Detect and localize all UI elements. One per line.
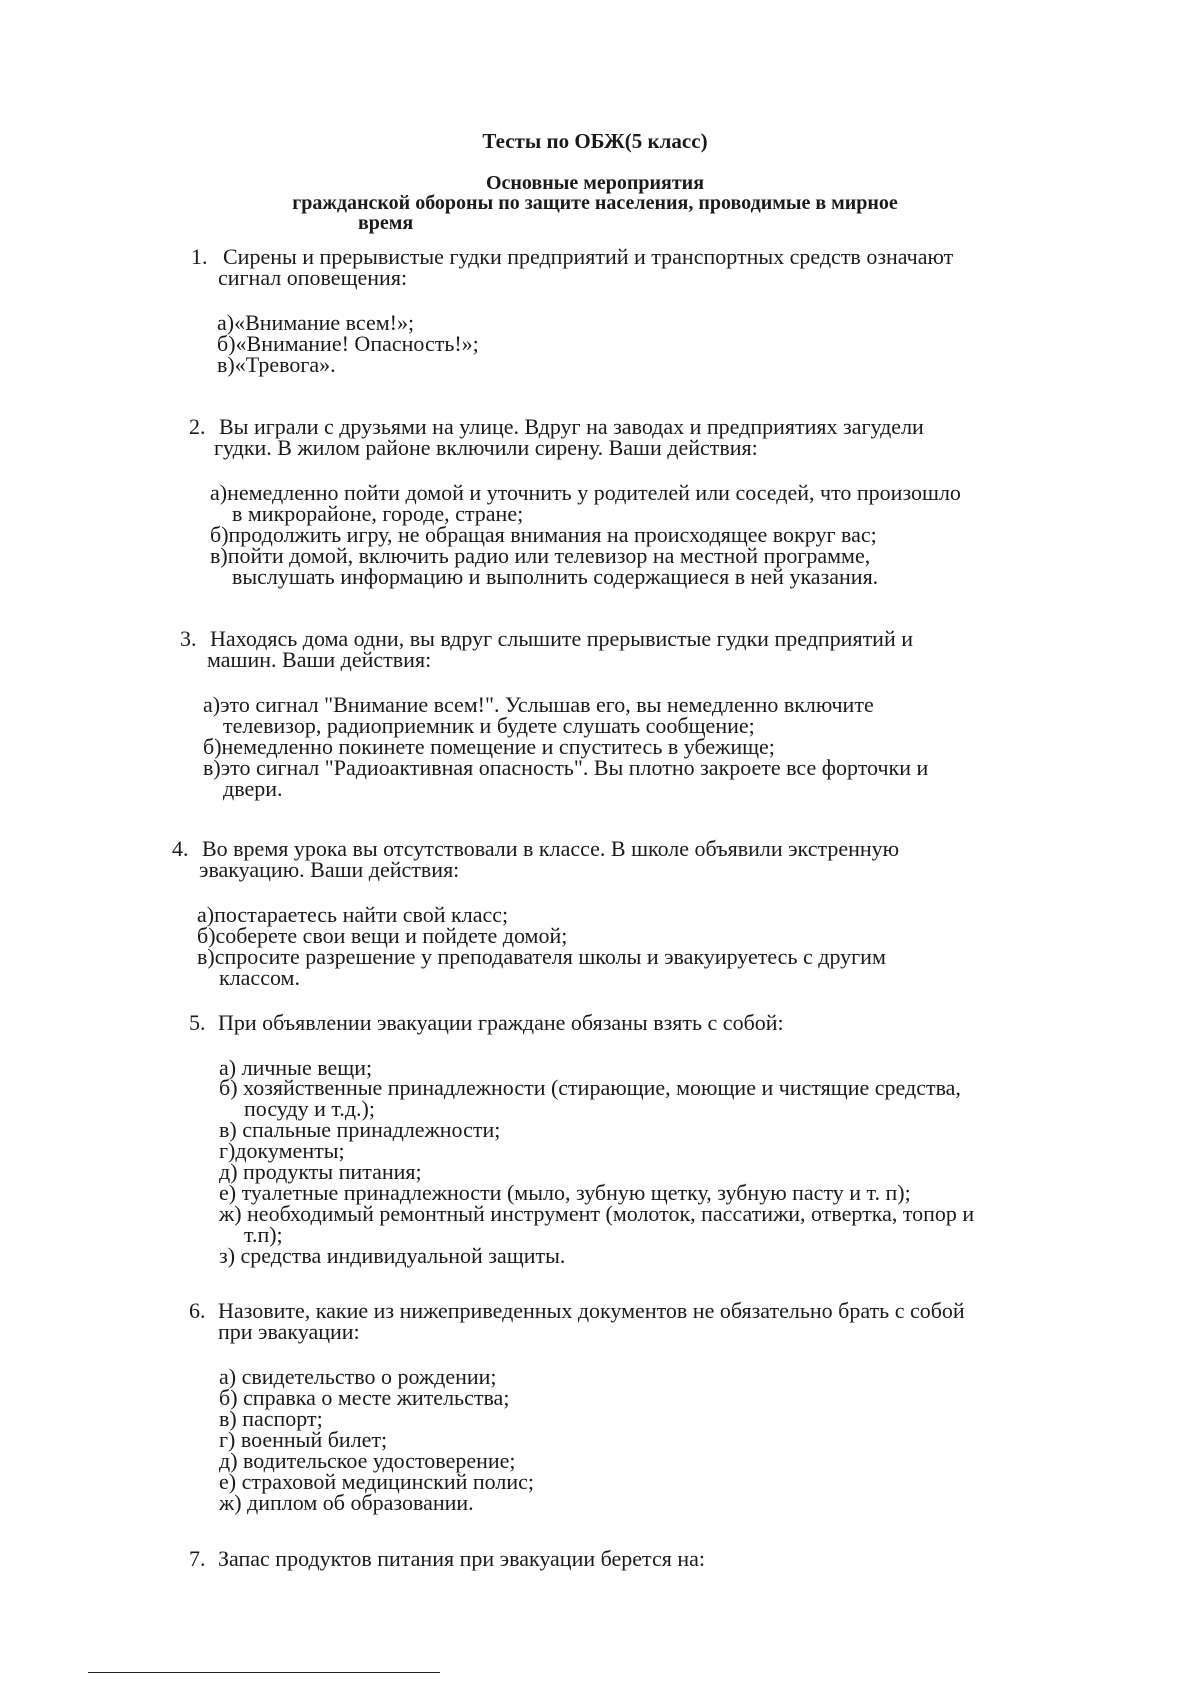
option-text: двери. <box>223 776 283 801</box>
option-2a <box>210 482 961 524</box>
option-5h <box>219 1245 565 1266</box>
option-text: посуду и т.д.); <box>244 1096 375 1121</box>
option-text: военный билет; <box>240 1427 388 1452</box>
option-3c <box>203 757 928 799</box>
option-text: т.п); <box>244 1222 283 1247</box>
section-title-line-2: гражданской обороны по защите населения, проводимые в мирное <box>292 192 898 214</box>
option-text: личные вещи; <box>241 1055 373 1080</box>
question-text-line: машин. Ваши действия: <box>207 647 432 672</box>
question-number: 6. <box>189 1298 206 1323</box>
option-text: страховой медицинский полис; <box>241 1469 534 1494</box>
question-text-line: эвакуацию. Ваши действия: <box>199 857 460 882</box>
option-text: немедленно пойти домой и уточнить у родителей или соседей, что произошло <box>227 480 961 505</box>
question-text-line: гудки. В жилом районе включили сирену. Ваши действия: <box>214 435 758 460</box>
option-label: д) <box>219 1159 238 1184</box>
question-text-line: сигнал оповещения: <box>218 265 408 290</box>
option-label: д) <box>219 1448 238 1473</box>
option-text: средства индивидуальной защиты. <box>240 1243 566 1268</box>
question-text-line: При объявлении эвакуации граждане обязаны взять с собой: <box>218 1010 784 1035</box>
option-5d <box>219 1140 345 1161</box>
option-label: в) <box>197 944 215 969</box>
option-6c <box>219 1408 323 1429</box>
option-label: а) <box>219 1364 237 1389</box>
question-number: 2. <box>189 414 206 439</box>
option-label: а) <box>217 310 235 335</box>
option-label: в) <box>203 755 221 780</box>
option-text: спросите разрешение у преподавателя школы и эвакуируетесь с другим <box>214 944 886 969</box>
option-6e <box>219 1450 516 1471</box>
option-text: «Тревога». <box>234 352 336 377</box>
option-text: водительское удостоверение; <box>243 1448 516 1473</box>
option-label: б) <box>217 331 236 356</box>
option-text: постараетесь найти свой класс; <box>214 902 509 927</box>
option-text: диплом об образовании. <box>247 1490 474 1515</box>
question-text-line: Сирены и прерывистые гудки предприятий и транспортных средств означают <box>223 244 954 269</box>
option-label: е) <box>219 1180 237 1205</box>
option-text: необходимый ремонтный инструмент (молоток, пассатижи, отвертка, топор и <box>247 1201 975 1226</box>
option-text: паспорт; <box>242 1406 323 1431</box>
option-text: «Внимание всем!»; <box>234 310 415 335</box>
question-5 <box>189 1012 1126 1033</box>
option-1c <box>217 354 336 375</box>
option-text: в микрорайоне, городе, стране; <box>232 501 524 526</box>
option-text: спальные принадлежности; <box>242 1117 501 1142</box>
option-5g <box>219 1203 974 1245</box>
option-5b <box>219 1077 961 1119</box>
option-text: продукты питания; <box>243 1159 422 1184</box>
question-text-line: при эвакуации: <box>218 1319 360 1344</box>
option-label: б) <box>219 1075 238 1100</box>
option-5c <box>219 1119 500 1140</box>
option-label: а) <box>210 480 228 505</box>
option-label: б) <box>210 522 229 547</box>
question-number: 5. <box>189 1010 206 1035</box>
option-label: з) <box>219 1243 236 1268</box>
option-text: соберете свои вещи и пойдете домой; <box>215 923 568 948</box>
question-text-line: Во время урока вы отсутствовали в классе. В школе объявили экстренную <box>202 836 900 861</box>
option-label: а) <box>219 1055 237 1080</box>
question-text-line: Назовите, какие из нижеприведенных документов не обязательно брать с собой <box>218 1298 965 1323</box>
option-5f <box>219 1182 911 1203</box>
question-2 <box>189 416 1126 458</box>
option-6b <box>219 1387 509 1408</box>
option-label: ж) <box>219 1490 242 1515</box>
question-text-line: Вы играли с друзьями на улице. Вдруг на заводах и предприятиях загудели <box>219 414 924 439</box>
option-text: пойти домой, включить радио или телевизор на местной программе, <box>227 543 871 568</box>
option-text: туалетные принадлежности (мыло, зубную щетку, зубную пасту и т. п); <box>241 1180 911 1205</box>
page-title: Тесты по ОБЖ(5 класс) <box>482 129 708 153</box>
option-4a <box>197 904 508 925</box>
option-label: в) <box>217 352 235 377</box>
question-number: 7. <box>189 1546 206 1571</box>
option-2c <box>210 545 878 587</box>
option-label: в) <box>210 543 228 568</box>
section-title-line-1: Основные мероприятия <box>485 172 705 194</box>
question-7 <box>189 1548 1126 1569</box>
option-label: а) <box>197 902 215 927</box>
question-4 <box>172 838 1126 880</box>
option-text: «Внимание! Опасность!»; <box>235 331 479 356</box>
option-label: в) <box>219 1117 237 1142</box>
option-text: свидетельство о рождении; <box>241 1364 497 1389</box>
option-text: продолжить игру, не обращая внимания на происходящее вокруг вас; <box>228 522 877 547</box>
option-label: б) <box>197 923 216 948</box>
option-label: б) <box>203 734 222 759</box>
option-text: хозяйственные принадлежности (стирающие, моющие и чистящие средства, <box>243 1075 961 1100</box>
option-2b <box>210 524 877 545</box>
option-text: выслушать информацию и выполнить содержащиеся в ней указания. <box>232 564 879 589</box>
option-6d <box>219 1429 387 1450</box>
option-5e <box>219 1161 422 1182</box>
question-number: 4. <box>172 836 189 861</box>
section-title-line-3: время <box>358 212 414 234</box>
option-text: классом. <box>219 965 300 990</box>
option-label: ж) <box>219 1201 242 1226</box>
option-label: а) <box>203 692 221 717</box>
option-label: г) <box>219 1427 236 1452</box>
question-number: 3. <box>180 626 197 651</box>
question-6 <box>189 1300 1126 1342</box>
option-1a <box>217 312 414 333</box>
option-text: немедленно покинете помещение и спуститесь в убежище; <box>221 734 775 759</box>
option-4b <box>197 925 567 946</box>
option-label: г) <box>219 1138 236 1163</box>
footnote-separator <box>88 1672 440 1673</box>
option-3b <box>203 736 775 757</box>
option-4c <box>197 946 886 988</box>
option-text: это сигнал "Радиоактивная опасность". Вы плотно закроете все форточки и <box>220 755 929 780</box>
question-text-line: Запас продуктов питания при эвакуации берется на: <box>218 1546 705 1571</box>
option-text: справка о месте жительства; <box>243 1385 510 1410</box>
question-3 <box>180 628 1126 670</box>
option-text: документы; <box>235 1138 345 1163</box>
option-6f <box>219 1471 534 1492</box>
option-1b <box>217 333 479 354</box>
question-number: 1. <box>191 244 208 269</box>
option-6g <box>219 1492 474 1513</box>
option-text: это сигнал "Внимание всем!". Услышав его, вы немедленно включите <box>220 692 874 717</box>
option-label: б) <box>219 1385 238 1410</box>
option-text: телевизор, радиоприемник и будете слушать сообщение; <box>223 713 755 738</box>
option-label: е) <box>219 1469 237 1494</box>
option-6a <box>219 1366 497 1387</box>
question-text-line: Находясь дома одни, вы вдруг слышите прерывистые гудки предприятий и <box>210 626 914 651</box>
option-3a <box>203 694 874 736</box>
option-label: в) <box>219 1406 237 1431</box>
question-1 <box>191 246 1126 288</box>
